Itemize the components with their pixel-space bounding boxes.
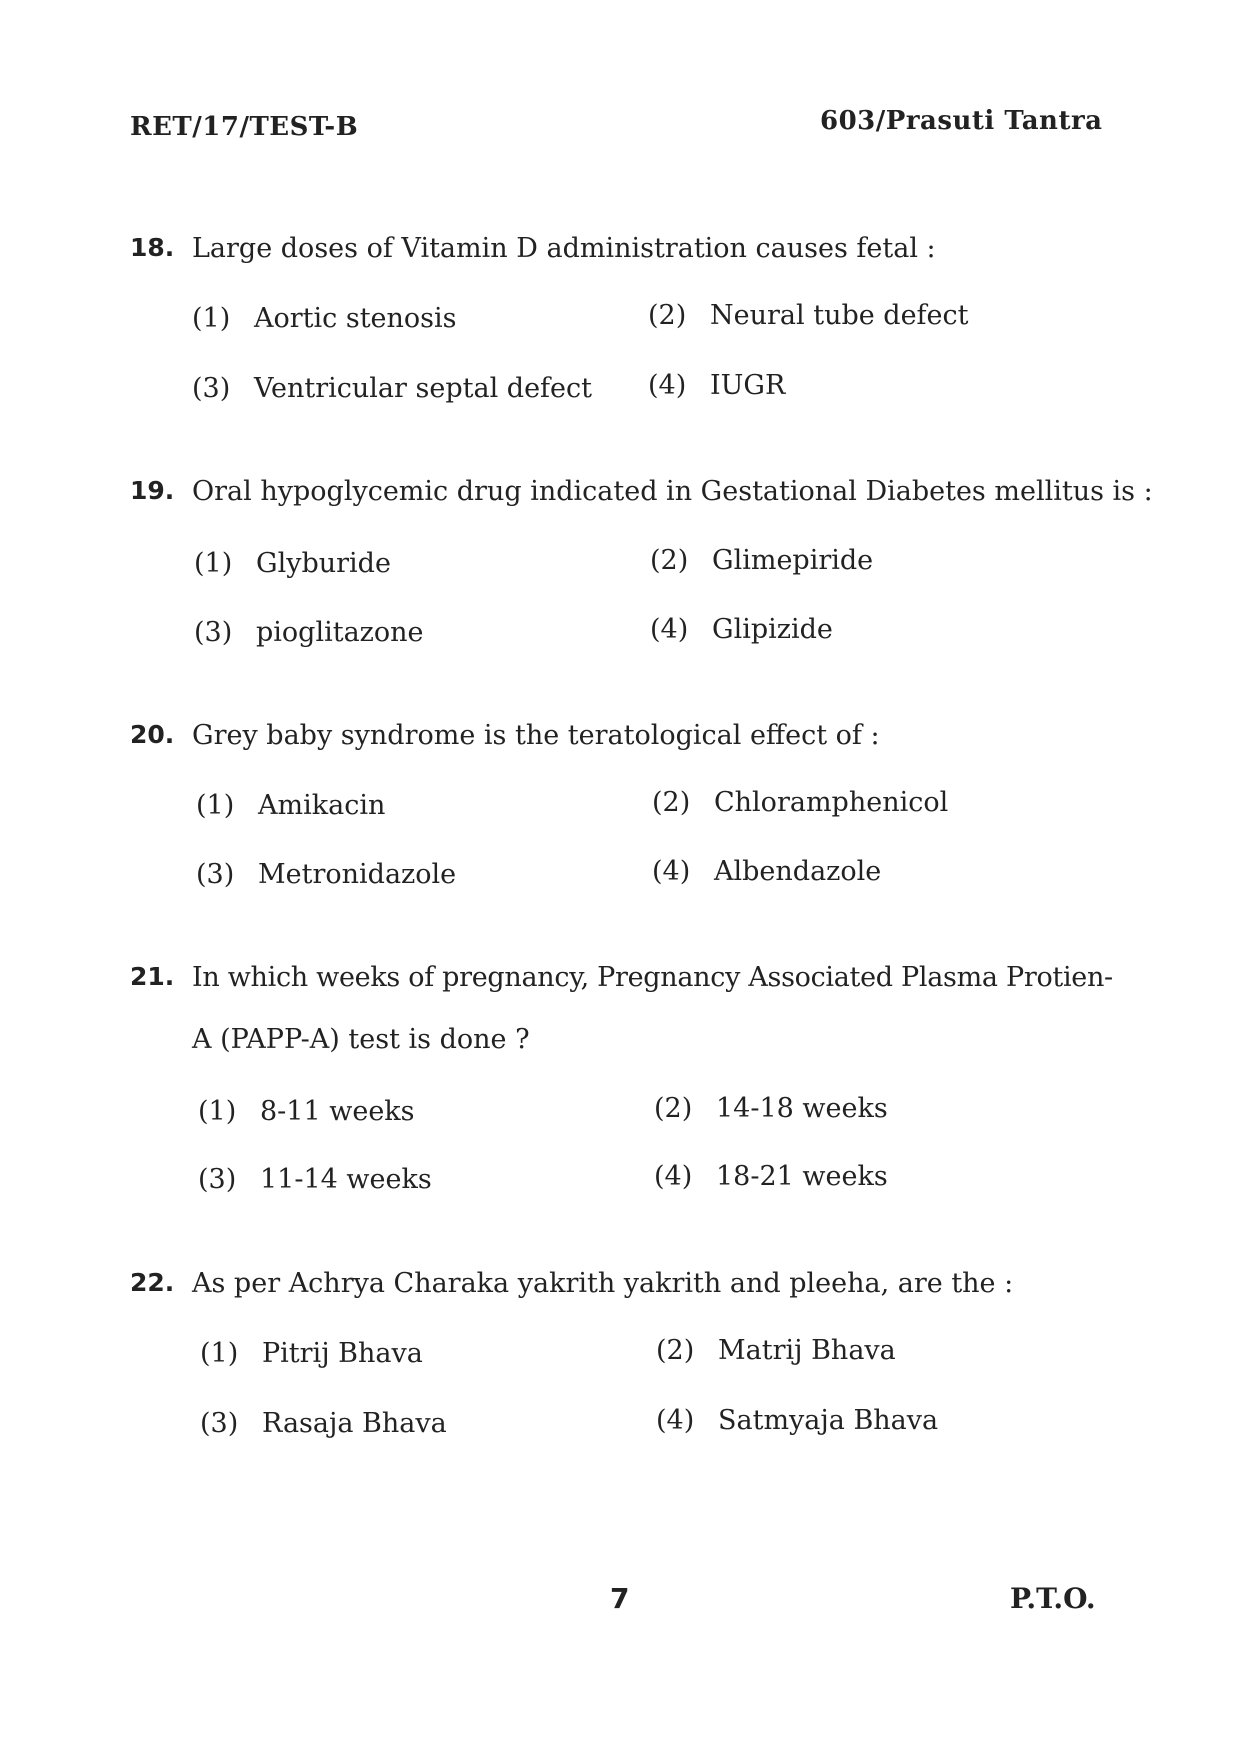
option [194, 617, 424, 648]
option [200, 1338, 423, 1369]
option [194, 548, 391, 579]
option-number: (1) [196, 790, 235, 821]
option [652, 856, 881, 887]
option-number: (1) [192, 303, 231, 334]
option-text: 18-21 weeks [716, 1161, 888, 1192]
question-number: 22. [130, 1268, 175, 1297]
option-text: pioglitazone [256, 617, 424, 648]
question-text: As per Achrya Charaka yakrith yakrith and pleeha, are the : [192, 1268, 1014, 1299]
option [198, 1096, 415, 1127]
option-number: (2) [656, 1335, 695, 1366]
option [648, 300, 969, 331]
option-text: Rasaja Bhava [262, 1408, 447, 1439]
option [192, 303, 457, 334]
option-number: (3) [194, 617, 233, 648]
question-number: 21. [130, 962, 175, 991]
question-number: 20. [130, 720, 175, 749]
question-text: Large doses of Vitamin D administration causes fetal : [192, 233, 936, 264]
option-number: (2) [650, 545, 689, 576]
option-text: Glipizide [712, 614, 833, 645]
option-text: 8-11 weeks [260, 1096, 415, 1127]
option-text: 14-18 weeks [716, 1093, 888, 1124]
option [652, 787, 948, 818]
page-number: 7 [610, 1582, 630, 1615]
option [650, 614, 833, 645]
option-number: (2) [654, 1093, 693, 1124]
option [196, 859, 456, 890]
option-number: (4) [648, 370, 687, 401]
option-number: (3) [196, 859, 235, 890]
option [200, 1408, 447, 1439]
option-number: (2) [652, 787, 691, 818]
option [648, 370, 785, 401]
option [654, 1093, 888, 1124]
option [656, 1335, 896, 1366]
option [198, 1164, 432, 1195]
option-text: Amikacin [258, 790, 386, 821]
option-number: (1) [194, 548, 233, 579]
option-number: (3) [198, 1164, 237, 1195]
option [656, 1405, 938, 1436]
option-number: (4) [654, 1161, 693, 1192]
option-text: Aortic stenosis [254, 303, 457, 334]
option-number: (4) [652, 856, 691, 887]
please-turn-over: P.T.O. [1010, 1582, 1096, 1615]
option-text: Satmyaja Bhava [718, 1405, 939, 1436]
option-number: (4) [656, 1405, 695, 1436]
option-text: IUGR [710, 370, 786, 401]
header-code: RET/17/TEST-B [130, 112, 359, 142]
question-number: 19. [130, 476, 175, 505]
question-text-continued: A (PAPP-A) test is done ? [192, 1024, 530, 1055]
option-number: (1) [198, 1096, 237, 1127]
question-text: Grey baby syndrome is the teratological effect of : [192, 720, 880, 751]
option-text: Matrij Bhava [718, 1335, 896, 1366]
option-text: Chloramphenicol [714, 787, 949, 818]
option-text: 11-14 weeks [260, 1164, 432, 1195]
option-text: Pitrij Bhava [262, 1338, 423, 1369]
header-subject: 603/Prasuti Tantra [820, 106, 1103, 136]
option [650, 545, 873, 576]
option-number: (1) [200, 1338, 239, 1369]
option-number: (3) [192, 373, 231, 404]
option-number: (2) [648, 300, 687, 331]
option-text: Metronidazole [258, 859, 457, 890]
option-text: Glyburide [256, 548, 391, 579]
option-number: (3) [200, 1408, 239, 1439]
option-text: Glimepiride [712, 545, 874, 576]
option [654, 1161, 888, 1192]
option-text: Albendazole [714, 856, 882, 887]
option-text: Ventricular septal defect [254, 373, 593, 404]
question-text: In which weeks of pregnancy, Pregnancy Associated Plasma Protien- [192, 962, 1113, 993]
option-text: Neural tube defect [710, 300, 969, 331]
question-number: 18. [130, 233, 175, 262]
question-text: Oral hypoglycemic drug indicated in Gestational Diabetes mellitus is : [192, 476, 1153, 507]
option [192, 373, 592, 404]
option [196, 790, 385, 821]
option-number: (4) [650, 614, 689, 645]
